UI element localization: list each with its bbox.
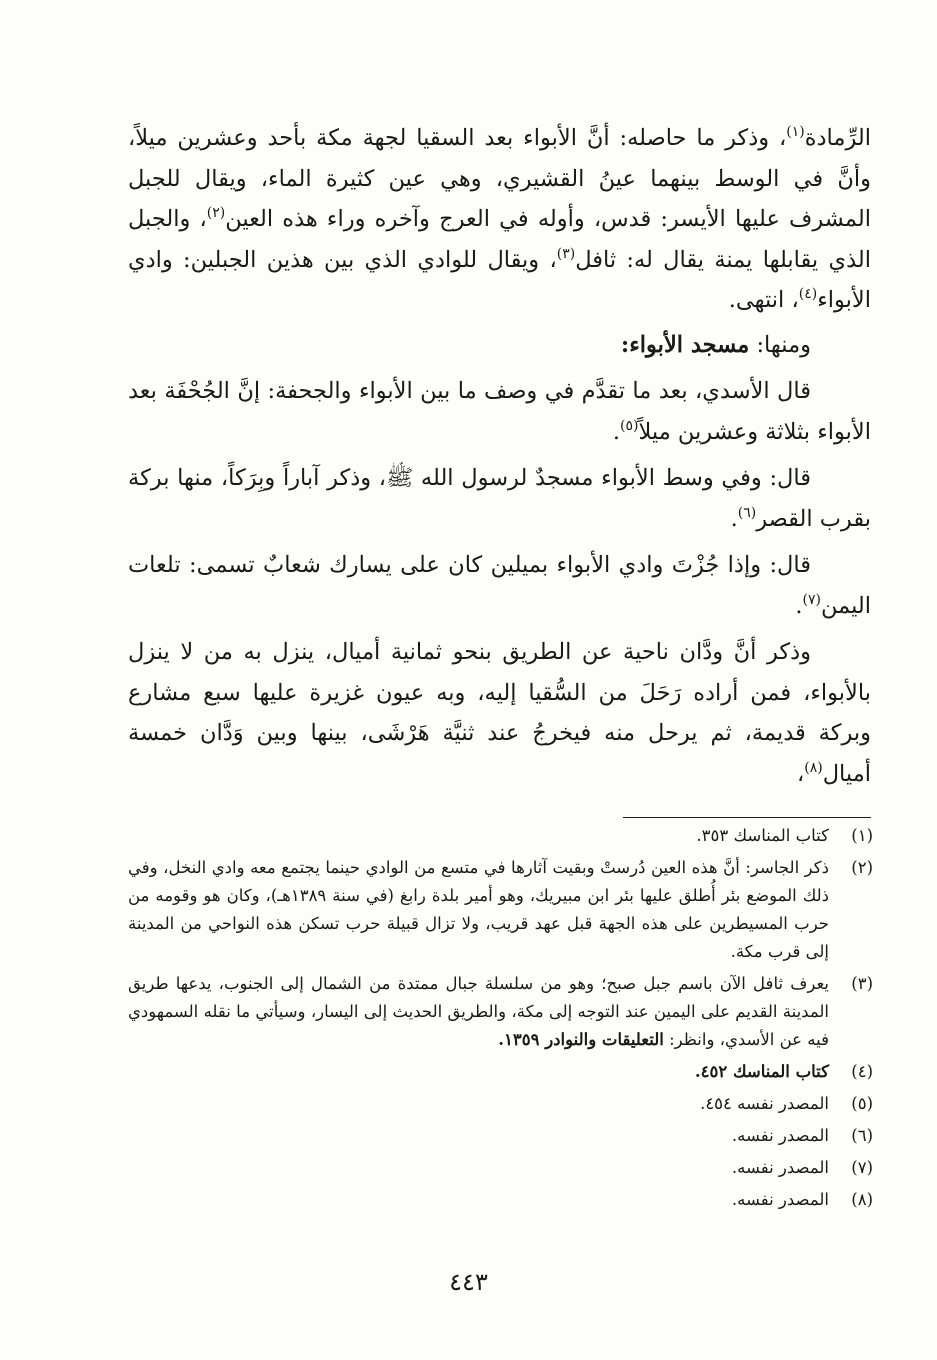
paragraph-4: قال: وفي وسط الأبواء مسجدٌ لرسول الله ﷺ، وذكر آباراً وبِرَكاً، منها بركة بقرب القصر$^{(٦)}$. — [128, 465, 871, 532]
footnote-item — [128, 854, 873, 966]
footnote-item — [128, 1058, 873, 1086]
footnote-ref[interactable]: (١) — [786, 124, 805, 140]
footnote-text: المصدر نفسه. — [731, 1158, 829, 1177]
paragraph-3: قال الأسدي، بعد ما تقدَّم في وصف ما بين الأبواء والجحفة: إنَّ الجُحْفَة بعد الأبواء بثلاثة وعشرين ميلاً$^{(٥)}$. — [128, 378, 871, 445]
footnote-ref[interactable]: (٧) — [802, 591, 821, 608]
footnote-number: (٥) — [851, 1094, 873, 1113]
footnotes — [128, 822, 873, 1218]
footnote-text: يعرف ثافل الآن باسم جبل صبح؛ وهو من سلسلة جبال ممتدة من الشمال إلى الجنوب، يدعها طريق المدينة القديم على اليمين عند التوجه إلى مكة، والطريق الحديث إلى اليسار، وسيأتي ما نقله السمهودي فيه عن الأسدي، وانظر: التعليقات والنوادر ١٣٥٩. — [128, 974, 829, 1049]
footnote-number: (٧) — [851, 1158, 873, 1177]
footnote-text: ذكر الجاسر: أنَّ هذه العين دُرستْ وبقيت آثارها في متسع من الوادي حينما يجتمع معه وادي النخل، وفي ذلك الموضع بئر أُطلق عليها بئر ابن مبيريك، وهو أمير بلدة رابغ (في سنة ١٣٨٩هـ)، وكان هو وقومه من حرب المسيطرين على هذه الجهة قبل عهد قريب، ولا تزال قبيلة حرب تسكن هذه النواحي من المدينة إلى قرب مكة. — [128, 858, 830, 961]
footnote-text: كتاب المناسك ٤٥٢. — [694, 1062, 829, 1081]
footnote-number: (٢) — [851, 858, 873, 877]
footnote-item — [128, 1122, 873, 1150]
footnote-ref[interactable]: (٦) — [737, 504, 757, 521]
heading-title: مسجد الأبواء: — [620, 331, 750, 358]
footnote-item — [128, 1154, 873, 1182]
footnote-divider — [623, 817, 871, 818]
footnote-number: (١) — [851, 826, 873, 845]
footnote-item — [128, 1090, 873, 1118]
footnote-ref[interactable]: (٨) — [804, 759, 823, 776]
paragraph-1: الرِّمادة$^{(١)}$، وذكر ما حاصله: أنَّ الأبواء بعد السقيا لجهة مكة بأحد وعشرين ميلاً، وأنَّ في الوسط بينهما عينُ القشيري، وهي عين كثيرة الماء، ويقال للجبل المشرف عليها الأيسر: قدس، وأوله في العرج وآخره وراء هذه العين$^{(٢)}$، والجبل الذي يقابلها يمنة يقال له: ثافل$^{(٣)}$، ويقال للوادي الذي بين هذين الجبلين: وادي الأبواء$^{(٤)}$، انتهى. — [128, 124, 871, 313]
footnote-text: المصدر نفسه. — [731, 1126, 829, 1145]
footnote-number: (٣) — [851, 974, 873, 993]
footnote-number: (٤) — [851, 1062, 873, 1081]
footnote-text: كتاب المناسك ٣٥٣. — [696, 826, 829, 845]
footnote-item — [128, 1186, 873, 1214]
footnote-ref[interactable]: (٥) — [620, 417, 639, 434]
footnote-number: (٦) — [851, 1126, 873, 1145]
reference-title: التعليقات والنوادر ١٣٥٩. — [498, 1030, 664, 1049]
footnote-text: المصدر نفسه. — [731, 1190, 829, 1209]
main-text — [128, 118, 871, 798]
section-heading: ومنها: مسجد الأبواء: — [620, 331, 811, 358]
footnote-item — [128, 970, 873, 1054]
footnote-text: المصدر نفسه ٤٥٤. — [700, 1094, 829, 1113]
footnote-number: (٨) — [851, 1190, 873, 1209]
footnote-item — [128, 822, 873, 850]
footnote-ref[interactable]: (٢) — [206, 205, 226, 221]
page-number: ٤٤٣ — [449, 1268, 488, 1296]
footnote-ref[interactable]: (٣) — [556, 245, 576, 262]
paragraph-5: قال: وإذا جُزْتَ وادي الأبواء بميلين كان على يسارك شعابٌ تسمى: تلعات اليمن$^{(٧)}$. — [128, 552, 871, 619]
footnote-ref[interactable]: (٤) — [798, 286, 818, 302]
paragraph-6: وذكر أنَّ ودَّان ناحية عن الطريق بنحو ثمانية أميال، ينزل به من لا ينزل بالأبواء، فمن أراده رَحَلَ من السُّقيا إليه، وبه عيون غزيرة عليها سبع مشارع وبركة قديمة، ثم يرحل منه فيخرجُ عند ثنيَّة هَرْشَى، بينها وبين وَدَّان خمسة أميال$^{(٨)}$، — [128, 639, 871, 787]
